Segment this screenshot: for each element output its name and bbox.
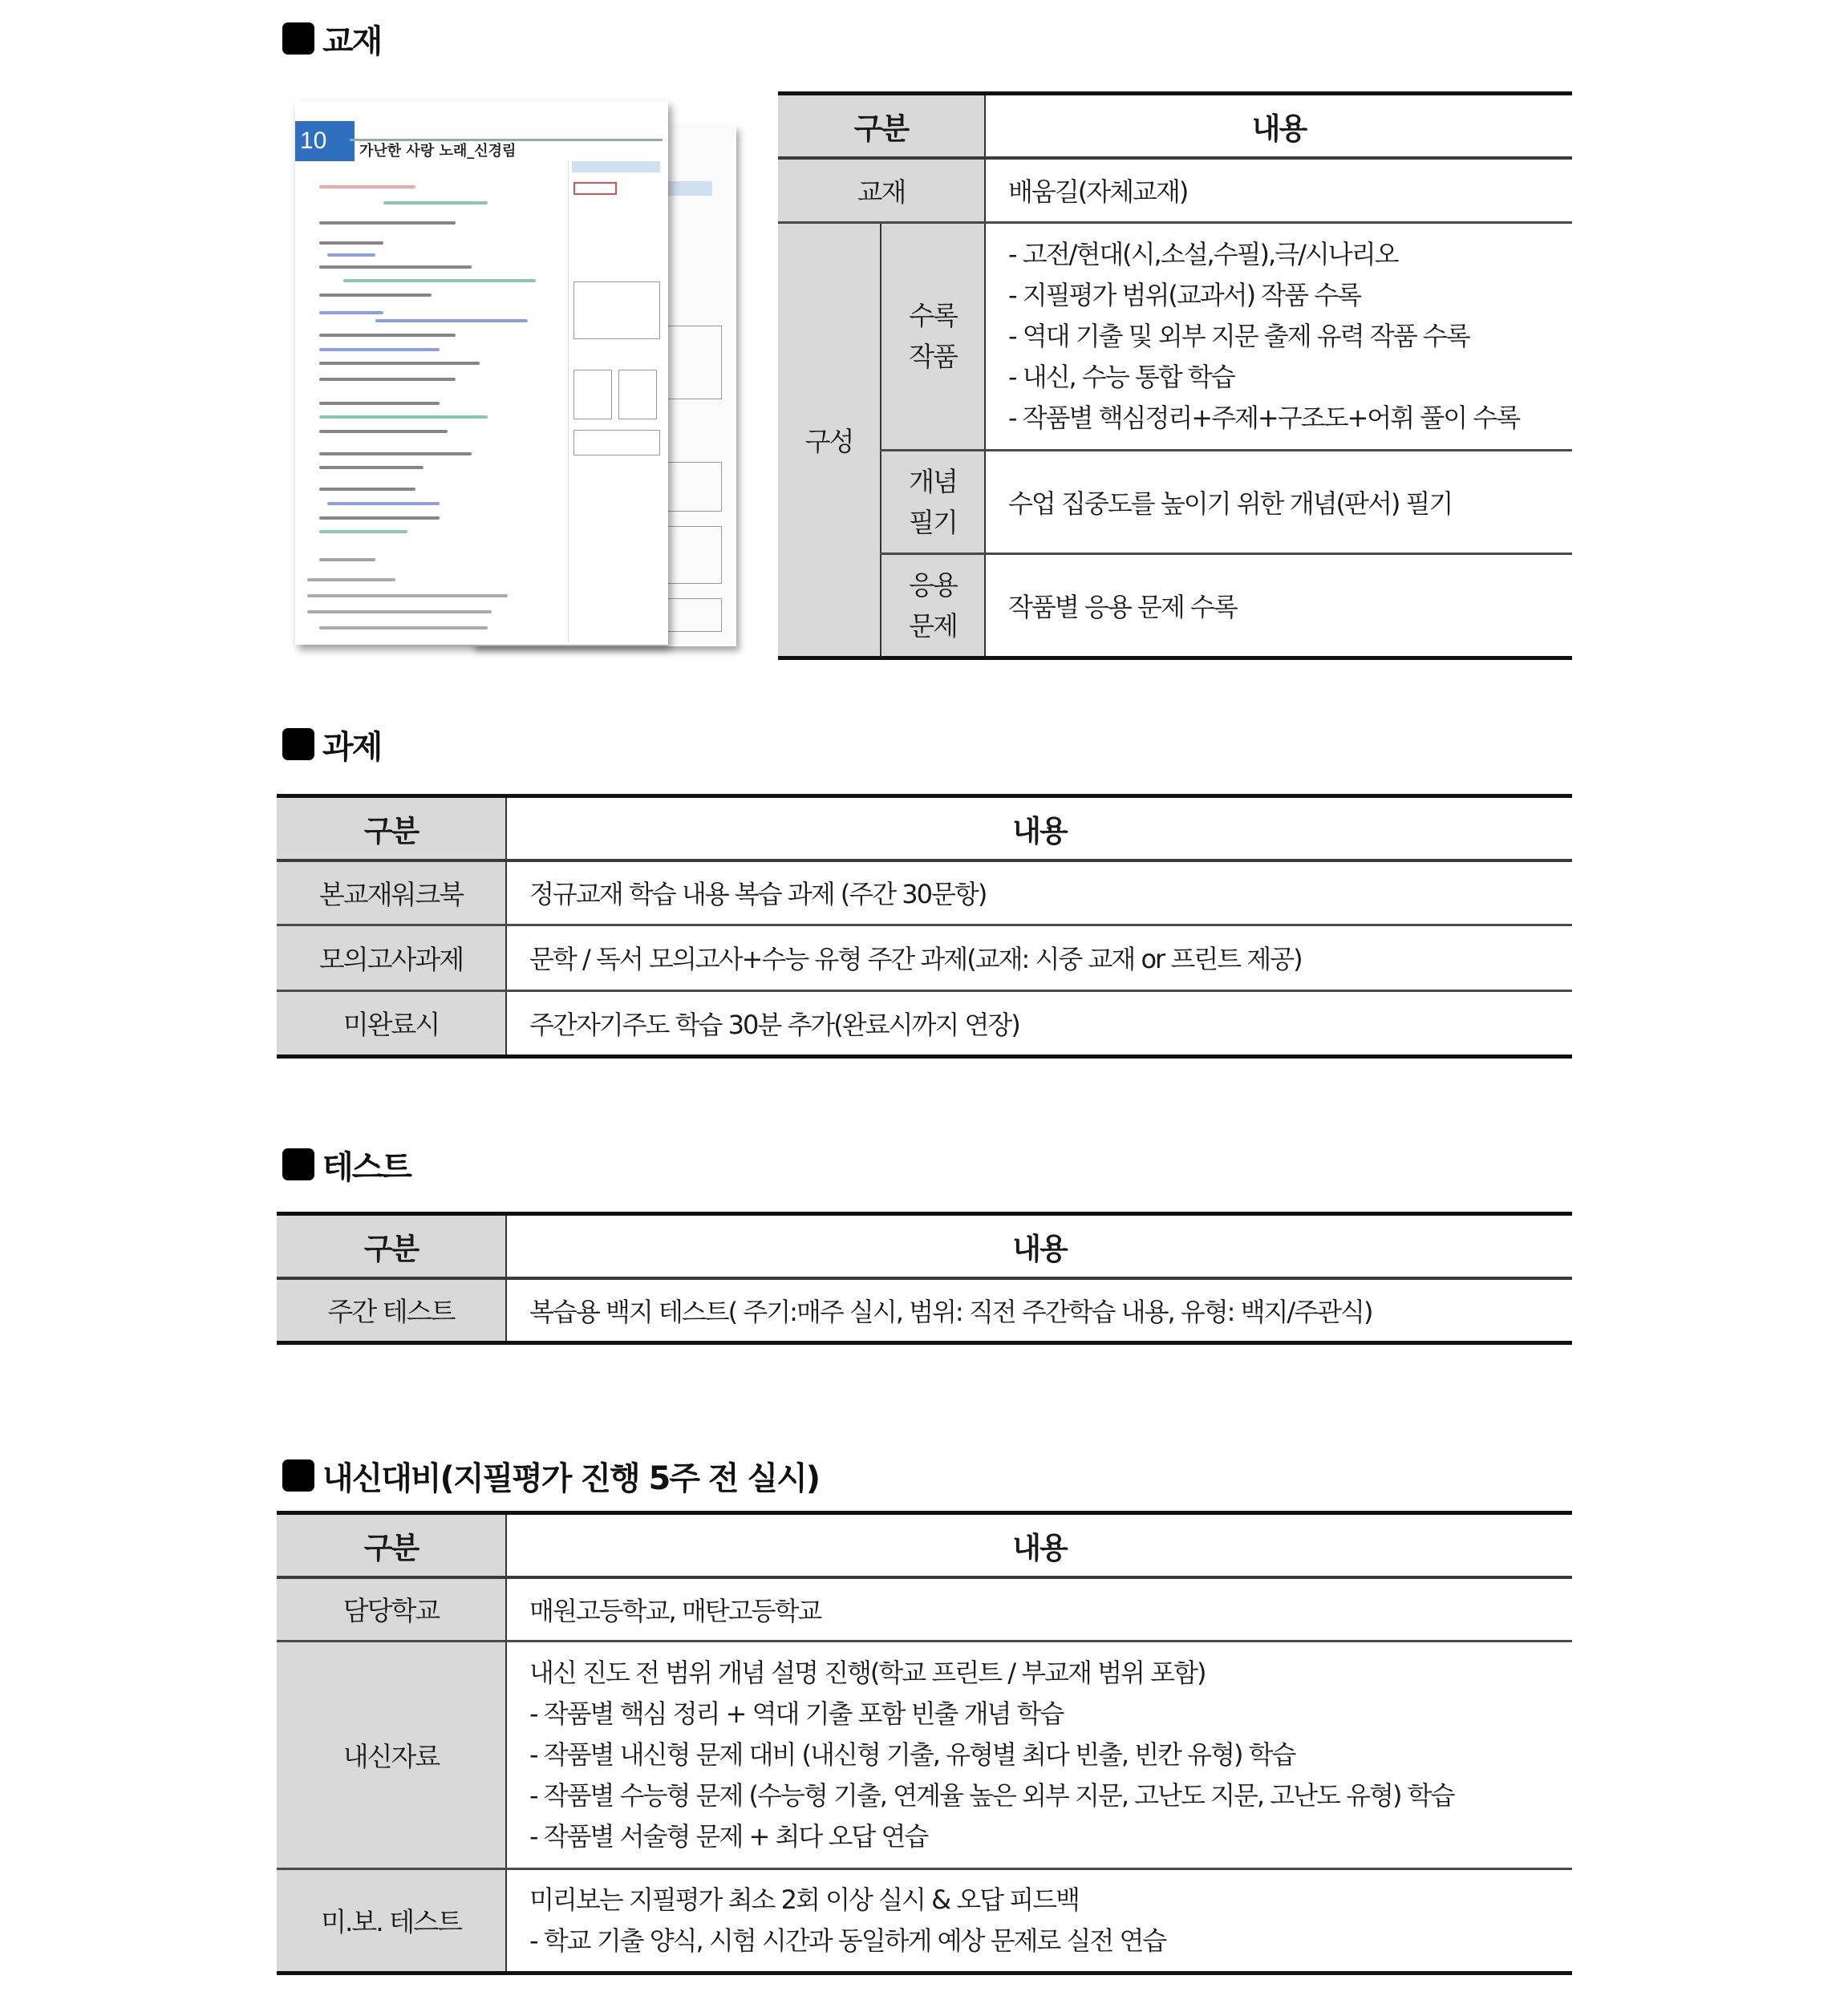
table-row bbox=[778, 222, 1572, 450]
section-heading-assignment bbox=[282, 725, 382, 766]
section-title: 과제 bbox=[322, 728, 382, 766]
group-label: 구성 bbox=[778, 222, 881, 658]
label-line: 필기 bbox=[909, 506, 957, 538]
sub-row-content bbox=[985, 222, 1572, 450]
sub-row-content: 작품별 응용 문제 수록 bbox=[985, 553, 1572, 658]
assignment-table bbox=[277, 794, 1572, 1059]
content-line: - 작품별 핵심 정리 + 역대 기출 포함 빈출 개념 학습 bbox=[529, 1698, 1064, 1729]
header-category: 구분 bbox=[778, 94, 985, 159]
table-row bbox=[277, 1868, 1572, 1973]
square-bullet-icon bbox=[282, 22, 314, 55]
table-row bbox=[778, 553, 1572, 658]
sub-row-content: 수업 집중도를 높이기 위한 개념(판서) 필기 bbox=[985, 450, 1572, 553]
textbook-table bbox=[778, 91, 1572, 660]
table-header-row bbox=[277, 1513, 1572, 1578]
table-row bbox=[277, 925, 1572, 990]
table-header-row bbox=[778, 94, 1572, 159]
header-category: 구분 bbox=[277, 796, 506, 861]
content-line: - 학교 기출 양식, 시험 시간과 동일하게 예상 문제로 실전 연습 bbox=[529, 1925, 1166, 1956]
row-label: 담당학교 bbox=[277, 1577, 506, 1641]
content-line: - 내신, 수능 통합 학습 bbox=[1008, 361, 1234, 392]
row-content: 문학 / 독서 모의고사+수능 유형 주간 과제(교재: 시중 교재 or 프린트 제공) bbox=[506, 925, 1572, 990]
test-table bbox=[277, 1212, 1572, 1345]
square-bullet-icon bbox=[282, 1148, 314, 1180]
textbook-sidebar bbox=[568, 161, 663, 642]
section-heading-exam-prep bbox=[282, 1456, 819, 1495]
label-line: 개념 bbox=[909, 465, 957, 497]
label-line: 문제 bbox=[909, 609, 957, 642]
row-content: 배움길(자체교재) bbox=[985, 158, 1572, 222]
header-content: 내용 bbox=[985, 94, 1572, 159]
row-label: 주간 테스트 bbox=[277, 1278, 506, 1342]
row-content: 매원고등학교, 매탄고등학교 bbox=[506, 1577, 1572, 1641]
label-line: 작품 bbox=[909, 341, 957, 372]
header-category: 구분 bbox=[277, 1513, 506, 1578]
table-header-row bbox=[277, 1214, 1572, 1279]
row-content bbox=[506, 1641, 1572, 1868]
row-content bbox=[506, 1868, 1572, 1973]
textbook-page-title: 가난한 사랑 노래_신경림 bbox=[359, 143, 517, 160]
section-heading-test bbox=[282, 1145, 411, 1184]
chapter-number: 10 bbox=[295, 121, 355, 161]
header-content: 내용 bbox=[506, 796, 1572, 861]
table-row bbox=[778, 158, 1572, 222]
content-line: - 지필평가 범위(교과서) 작품 수록 bbox=[1008, 279, 1361, 310]
section-heading-textbook bbox=[282, 19, 381, 58]
row-content: 주간자기주도 학습 30분 추가(완료시까지 연장) bbox=[506, 990, 1572, 1056]
row-label: 미완료시 bbox=[277, 990, 506, 1056]
content-line: 내신 진도 전 범위 개념 설명 진행(학교 프린트 / 부교재 범위 포함) bbox=[529, 1657, 1206, 1688]
textbook-front-page bbox=[295, 101, 668, 645]
square-bullet-icon bbox=[282, 1459, 314, 1492]
table-row bbox=[277, 990, 1572, 1056]
content-line: - 역대 기출 및 외부 지문 출제 유력 작품 수록 bbox=[1008, 320, 1469, 351]
section-title: 테스트 bbox=[322, 1148, 411, 1186]
row-content: 복습용 백지 테스트( 주기:매주 실시, 범위: 직전 주간학습 내용, 유형: 백지/주관식) bbox=[506, 1278, 1572, 1342]
textbook-preview-image bbox=[295, 101, 744, 654]
content-line: 미리보는 지필평가 최소 2회 이상 실시 & 오답 피드백 bbox=[529, 1884, 1079, 1915]
section-title: 내신대비(지필평가 진행 5주 전 실시) bbox=[322, 1459, 820, 1497]
row-label: 미.보. 테스트 bbox=[277, 1868, 506, 1973]
table-row bbox=[277, 860, 1572, 925]
table-row bbox=[277, 1577, 1572, 1641]
row-label: 내신자료 bbox=[277, 1641, 506, 1868]
row-label: 모의고사과제 bbox=[277, 925, 506, 990]
label-line: 응용 bbox=[909, 569, 957, 601]
content-line: - 작품별 핵심정리+주제+구조도+어휘 풀이 수록 bbox=[1008, 402, 1520, 433]
table-row bbox=[277, 1641, 1572, 1868]
sub-row-label bbox=[881, 450, 985, 553]
section-title: 교재 bbox=[322, 22, 382, 60]
row-label: 교재 bbox=[778, 158, 985, 222]
row-label: 본교재워크북 bbox=[277, 860, 506, 925]
header-content: 내용 bbox=[506, 1513, 1572, 1578]
content-line: - 작품별 내신형 문제 대비 (내신형 기출, 유형별 최다 빈출, 빈칸 유형) 학습 bbox=[529, 1739, 1295, 1770]
square-bullet-icon bbox=[282, 728, 314, 760]
label-line: 수록 bbox=[909, 300, 957, 331]
row-content: 정규교재 학습 내용 복습 과제 (주간 30문항) bbox=[506, 860, 1572, 925]
table-row bbox=[778, 450, 1572, 553]
content-line: - 작품별 수능형 문제 (수능형 기출, 연계율 높은 외부 지문, 고난도 지문, 고난도 유형) 학습 bbox=[529, 1779, 1454, 1811]
exam-prep-table bbox=[277, 1511, 1572, 1975]
content-line: - 고전/현대(시,소설,수필),극/시나리오 bbox=[1008, 238, 1398, 269]
header-category: 구분 bbox=[277, 1214, 506, 1279]
table-header-row bbox=[277, 796, 1572, 861]
table-row bbox=[277, 1278, 1572, 1342]
content-line: - 작품별 서술형 문제 + 최다 오답 연습 bbox=[529, 1820, 928, 1852]
sub-row-label bbox=[881, 553, 985, 658]
header-content: 내용 bbox=[506, 1214, 1572, 1279]
sub-row-label bbox=[881, 222, 985, 450]
